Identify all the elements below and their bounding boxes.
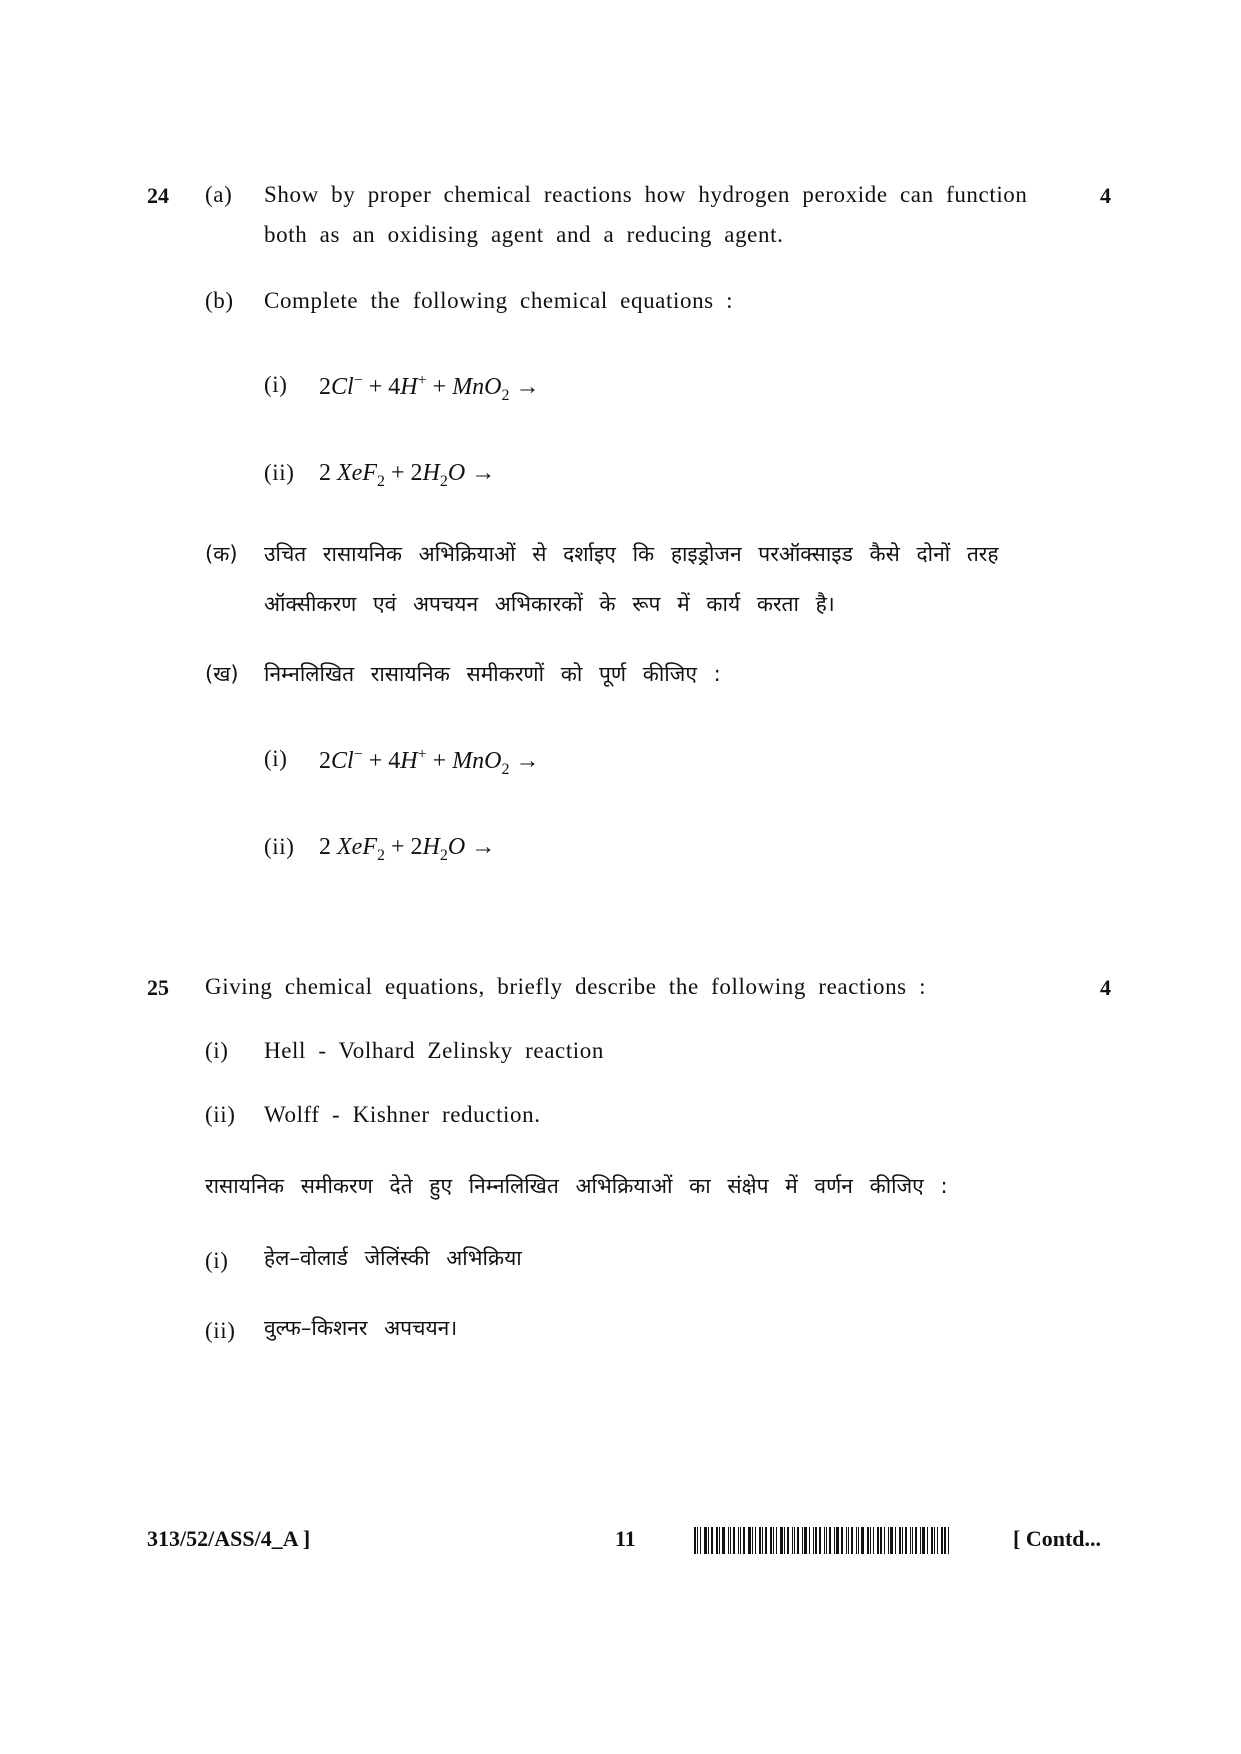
q25-item-ii-text: Wolff - Kishner reduction. (264, 1102, 541, 1127)
barcode-stripe (884, 1527, 885, 1554)
barcode-stripe (824, 1527, 825, 1554)
barcode-stripe (910, 1527, 911, 1554)
barcode-stripe (762, 1527, 763, 1554)
barcode-stripe (920, 1527, 921, 1554)
barcode-stripe (776, 1527, 777, 1554)
barcode-stripe (934, 1527, 935, 1554)
barcode-stripe (730, 1527, 731, 1554)
q25-hindi-item-ii-text: वुल्फ–किशनर अपचयन। (264, 1316, 458, 1340)
barcode-stripe (738, 1527, 739, 1554)
barcode-stripe (829, 1527, 831, 1554)
barcode-stripe (711, 1527, 713, 1554)
question-number-24: 24 (147, 183, 169, 208)
q24-part-a-line2: both as an oxidising agent and a reducing agent. (264, 222, 784, 247)
q24-hindi-ka-line2: ऑक्सीकरण एवं अपचयन अभिकारकों के रूप में कार्य करता है। (264, 592, 835, 616)
barcode-stripe (722, 1527, 725, 1554)
q24-equation-1: 2Cl− + 4H+ + MnO$_2$ → (319, 372, 540, 404)
barcode-stripe (743, 1527, 745, 1554)
q25-hindi-item-i-text: हेल–वोलार्ड जेलिंस्की अभिक्रिया (264, 1246, 522, 1270)
barcode-stripe (694, 1527, 696, 1554)
q25-item-i-label: (i) (205, 1038, 229, 1063)
barcode-stripe (755, 1527, 756, 1554)
barcode-stripe (931, 1527, 933, 1554)
barcode-stripe (704, 1527, 707, 1554)
contd-marker: [ Contd... (1013, 1526, 1102, 1551)
barcode-stripe (794, 1527, 795, 1554)
q24-equation-2: 2 $XeF_2 + 2H_2O$ → (319, 460, 496, 490)
barcode-stripe (787, 1527, 789, 1554)
barcode-stripe (792, 1527, 793, 1554)
q25-intro: Giving chemical equations, briefly describe the following reactions : (205, 974, 927, 999)
barcode-stripe (867, 1527, 869, 1554)
q24-part-b-label: (b) (205, 288, 234, 313)
q24-marks: 4 (1100, 183, 1111, 208)
barcode-stripe (902, 1527, 903, 1554)
q24-eq2-label: (ii) (264, 460, 295, 485)
barcode-stripe (759, 1527, 761, 1554)
q25-hindi-item-i-label: (i) (205, 1248, 229, 1273)
barcode-stripe (912, 1527, 913, 1554)
barcode-stripe (780, 1527, 783, 1554)
barcode-stripe (784, 1527, 785, 1554)
barcode-stripe (770, 1527, 772, 1554)
barcode-stripe (819, 1527, 821, 1554)
q24-part-a-label: (a) (205, 182, 233, 207)
barcode-stripe (836, 1527, 839, 1554)
q24-hindi-kha-text: निम्नलिखित रासायनिक समीकरणों को पूर्ण कीजिए : (264, 662, 721, 686)
barcode-stripe (880, 1527, 882, 1554)
barcode-stripe (927, 1527, 928, 1554)
barcode-stripe (719, 1527, 720, 1554)
q24-hindi-eq2-label: (ii) (264, 834, 295, 859)
barcode-stripe (815, 1527, 817, 1554)
barcode-stripe (948, 1527, 949, 1554)
barcode-stripe (846, 1527, 847, 1554)
barcode-stripe (861, 1527, 864, 1554)
barcode-stripe (841, 1527, 843, 1554)
q24-hindi-ka-line1: उचित रासायनिक अभिक्रियाओं से दर्शाइए कि हाइड्रोजन परऑक्साइड कैसे दोनों तरह (264, 542, 999, 566)
barcode-stripe (697, 1527, 698, 1554)
barcode-stripe (728, 1527, 729, 1554)
q25-marks: 4 (1100, 975, 1111, 1000)
barcode-stripe (922, 1527, 925, 1554)
q24-eq1-label: (i) (264, 372, 288, 397)
barcode-stripe (708, 1527, 709, 1554)
question-number-25: 25 (147, 975, 169, 1000)
barcode-stripe (937, 1527, 938, 1554)
barcode-stripe (856, 1527, 857, 1554)
barcode-stripe (700, 1527, 701, 1554)
q24-hindi-equation-2: 2 $XeF_2 + 2H_2O$ → (319, 834, 496, 864)
page-number: 11 (615, 1526, 636, 1551)
q25-item-i-text: Hell - Volhard Zelinsky reaction (264, 1038, 604, 1063)
barcode-stripe (834, 1527, 835, 1554)
barcode-stripe (851, 1527, 853, 1554)
barcode-stripe (873, 1527, 874, 1554)
barcode-stripe (733, 1527, 735, 1554)
q25-hindi-item-ii-label: (ii) (205, 1318, 236, 1343)
barcode-stripe (870, 1527, 871, 1554)
q25-item-ii-label: (ii) (205, 1102, 236, 1127)
q24-hindi-eq1-label: (i) (264, 746, 288, 771)
q25-hindi-intro: रासायनिक समीकरण देते हुए निम्नलिखित अभिक्रियाओं का संक्षेप में वर्णन कीजिए : (205, 1174, 948, 1198)
barcode-stripe (895, 1527, 896, 1554)
barcode-stripe (765, 1527, 767, 1554)
barcode-image (694, 1527, 996, 1554)
barcode-stripe (804, 1527, 807, 1554)
barcode-stripe (905, 1527, 907, 1554)
barcode-stripe (826, 1527, 827, 1554)
barcode-stripe (748, 1527, 751, 1554)
barcode-stripe (752, 1527, 753, 1554)
barcode-stripe (716, 1527, 718, 1554)
barcode-stripe (740, 1527, 741, 1554)
barcode-stripe (941, 1527, 943, 1554)
q24-part-b-text: Complete the following chemical equations : (264, 288, 734, 313)
barcode-stripe (809, 1527, 810, 1554)
barcode-stripe (813, 1527, 814, 1554)
barcode-stripe (944, 1527, 946, 1554)
barcode-stripe (797, 1527, 799, 1554)
q24-hindi-ka-label: (क) (205, 542, 238, 566)
q24-hindi-kha-label: (ख) (205, 662, 239, 686)
q24-hindi-equation-1: 2Cl− + 4H+ + MnO$_2$ → (319, 746, 540, 778)
barcode-stripe (877, 1527, 879, 1554)
barcode-stripe (899, 1527, 901, 1554)
barcode-stripe (848, 1527, 849, 1554)
barcode-stripe (802, 1527, 803, 1554)
barcode-stripe (858, 1527, 859, 1554)
barcode-stripe (890, 1527, 893, 1554)
q24-part-a-line1: Show by proper chemical reactions how hydrogen peroxide can function (264, 182, 1028, 207)
barcode-stripe (888, 1527, 889, 1554)
paper-code: 313/52/ASS/4_A ] (147, 1526, 311, 1551)
barcode-stripe (773, 1527, 774, 1554)
barcode-stripe (915, 1527, 917, 1554)
